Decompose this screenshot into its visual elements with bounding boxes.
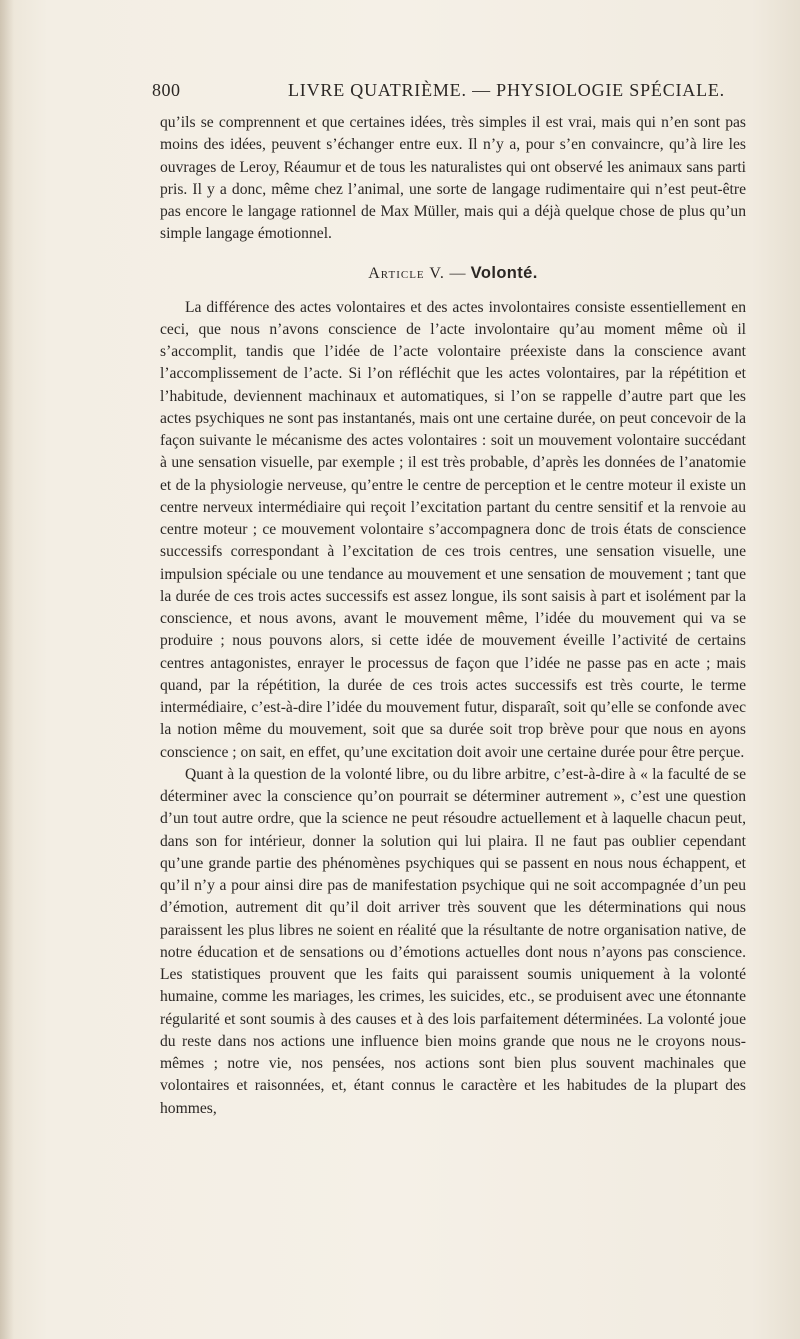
paragraph-free-will: Quant à la question de la volonté libre, ou du libre arbitre, c’est-à-dire à « la faculté de se déterminer avec la conscience qu’on pourrait se déterminer autrement », c’est une question d’un tout autre ordre, que la science ne peut résoudre actuellement et à laquelle chacun peut, dans son for intérieur, donner la solution qui lui plaira. Il ne faut pas oublier cependant qu’une grande partie des phénomènes psychiques qui se passent en nous nous échappent, et qu’il n’y a pour ainsi dire pas de manifestation psychique qui ne soit accompagnée d’un peu d’émotion, autrement dit qu’il doit arriver très souvent que les déterminations qui nous paraissent les plus libres ne soient en réalité que la résultante de notre organisation native, de notre éducation et de sensations ou d’émotions actuelles dont nous n’ayons pas conscience. Les statistiques prouvent que les faits qui paraissent soumis uniquement à la volonté humaine, comme les mariages, les crimes, les suicides, etc., se produisent avec une étonnante régularité et sont soumis à des causes et à des lois parfaitement déterminées. La volonté joue du reste dans nos actions une influence bien moins grande que nous ne le croyons nous-mêmes ; notre vie, nos pensées, nos actions sont bien plus souvent machinales que volontaires et raisonnées, et, étant connus le caractère et les habitudes de la plupart des hommes, [160,765,746,1117]
article-heading [160,262,746,285]
paragraph-acts: La différence des actes volontaires et des actes involontaires consiste essentiellement en ceci, que nous n’avons conscience de l’acte involontaire qu’au moment même où il s’accomplit, tandis que l’idée de l’acte volontaire préexiste dans la conscience avant l’accomplissement de l’acte. Si l’on réfléchit que les actes volontaires, par la répétition et l’habitude, deviennent machinaux et automatiques, si l’on se rappelle d’autre part que les actes psychiques ne sont pas instantanés, mais ont une certaine durée, on peut concevoir de la façon suivante le mécanisme des actes volontaires : soit un mouvement volontaire succédant à une sensation visuelle, par exemple ; il est très probable, d’après les données de l’anatomie et de la physiologie nerveuse, qu’entre le centre de perception et le centre moteur il existe un centre nerveux intermédiaire qui reçoit l’excitation partant du centre sensitif et la renvoie au centre moteur ; ce mouvement volontaire s’accompagnera donc de trois états de conscience successifs correspondant à l’excitation de ces trois centres, une sensation visuelle, une impulsion spéciale ou une tendance au mouvement et une sensation de mouvement ; tant que la durée de ces trois actes successifs est assez longue, ils sont saisis à part et isolément par la conscience, et nous avons, avant le mouvement même, l’idée du mouvement qui va se produire ; nous pouvons alors, si cette idée de mouvement éveille l’activité de certains centres antagonistes, enrayer le processus de façon que l’idée ne passe pas en acte ; mais quand, par la répétition, la durée de ces trois actes successifs est très courte, le terme intermédiaire, c’est-à-dire l’idée du mouvement futur, disparaît, soit qu’elle se confonde avec la notion même du mouvement, soit que sa durée soit trop brève pour que nous en ayons conscience ; on sait, en effet, qu’une excitation doit avoir une certaine durée pour être perçue. [160,298,746,761]
running-head [152,80,752,110]
article-label: Article V. [368,264,445,282]
article-separator: — [449,264,467,282]
intro-paragraph: qu’ils se comprennent et que certaines idées, très simples il est vrai, mais qui n’en sont pas moins des idées, peuvent s’échanger entre eux. Il n’y a, pour s’en convaincre, qu’à lire les ouvrages de Leroy, Réaumur et de tous les naturalistes qui ont observé les animaux sans parti pris. Il y a donc, même chez l’animal, une sorte de langage rudimentaire qui n’est peut-être pas encore le langage rationnel de Max Müller, mais qui a déjà quelque chose de plus qu’un simple langage émotionnel. [160,114,746,243]
page-body [160,112,746,1120]
article-title: Volonté. [470,263,538,282]
page-number: 800 [152,80,181,100]
binding-shadow [0,0,14,1339]
running-head-title: LIVRE QUATRIÈME. — PHYSIOLOGIE SPÉCIALE. [288,80,725,100]
